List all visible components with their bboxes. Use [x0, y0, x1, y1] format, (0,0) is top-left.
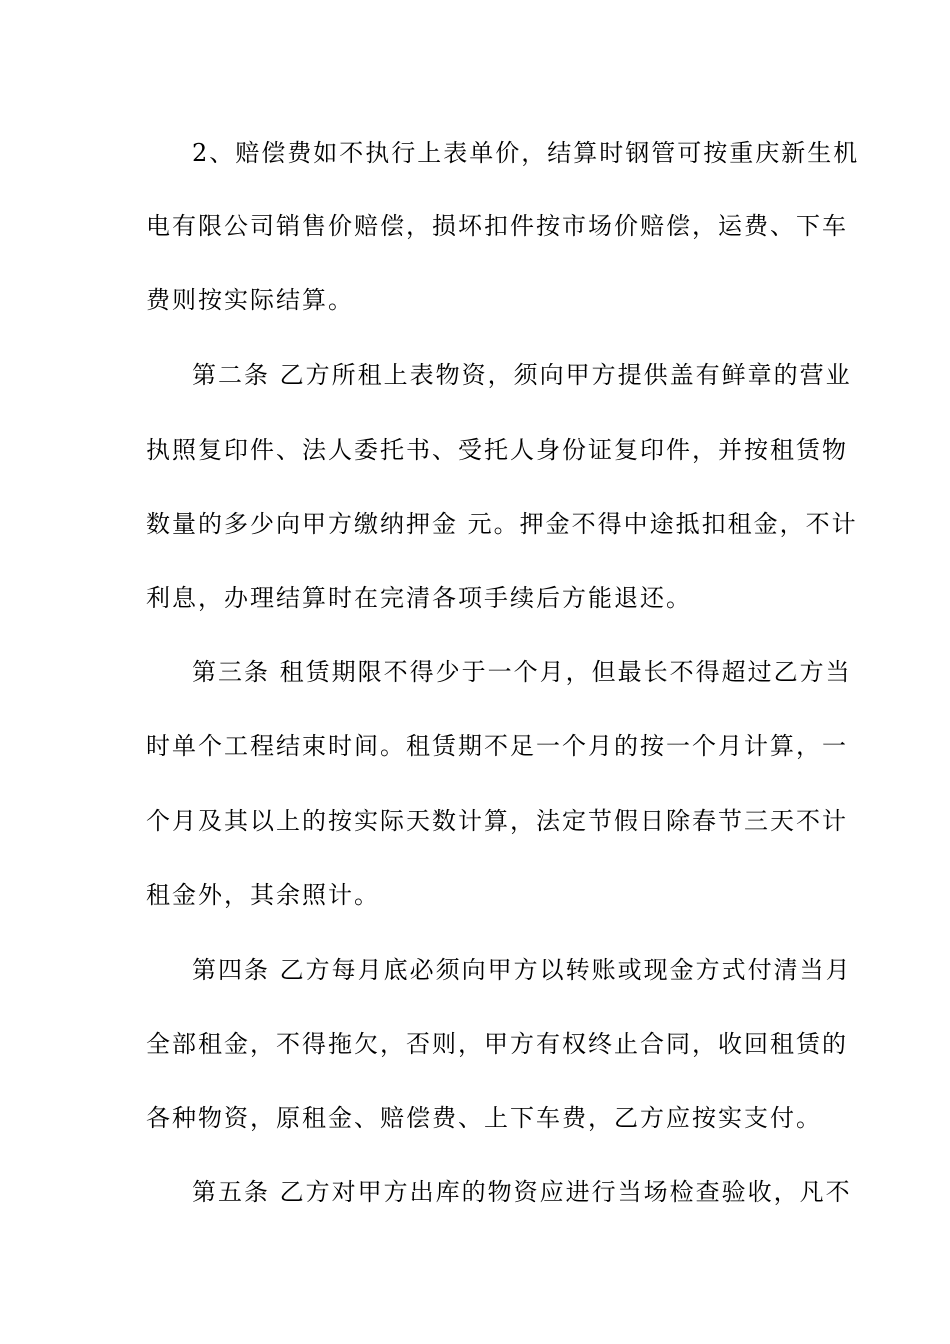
article-4-line-1: 第四条 乙方每月底必须向甲方以转账或现金方式付清当月	[192, 956, 852, 984]
article-3-line-2: 时单个工程结束时间。租赁期不足一个月的按一个月计算，一	[146, 732, 848, 760]
article-2-line-1: 第二条 乙方所租上表物资，须向甲方提供盖有鲜章的营业	[192, 361, 852, 389]
article-3-line-3: 个月及其以上的按实际天数计算，法定节假日除春节三天不计	[146, 807, 848, 835]
paragraph-compensation-line-1: 2、赔偿费如不执行上表单价，结算时钢管可按重庆新生机	[192, 139, 860, 167]
paragraph-compensation-line-3: 费则按实际结算。	[146, 286, 354, 314]
article-2-line-3: 数量的多少向甲方缴纳押金 元。押金不得中途抵扣租金，不计	[146, 510, 858, 538]
article-3-line-4: 租金外，其余照计。	[146, 881, 380, 909]
article-4-line-3: 各种物资，原租金、赔偿费、上下车费，乙方应按实支付。	[146, 1104, 822, 1132]
article-2-line-2: 执照复印件、法人委托书、受托人身份证复印件，并按租赁物	[146, 436, 848, 464]
article-3-line-1: 第三条 租赁期限不得少于一个月，但最长不得超过乙方当	[192, 658, 852, 686]
paragraph-compensation-line-2: 电有限公司销售价赔偿，损坏扣件按市场价赔偿，运费、下车	[146, 212, 848, 240]
article-5-line-1: 第五条 乙方对甲方出库的物资应进行当场检查验收，凡不	[192, 1178, 852, 1206]
article-2-line-4: 利息，办理结算时在完清各项手续后方能退还。	[146, 584, 692, 612]
article-4-line-2: 全部租金，不得拖欠，否则，甲方有权终止合同，收回租赁的	[146, 1030, 848, 1058]
